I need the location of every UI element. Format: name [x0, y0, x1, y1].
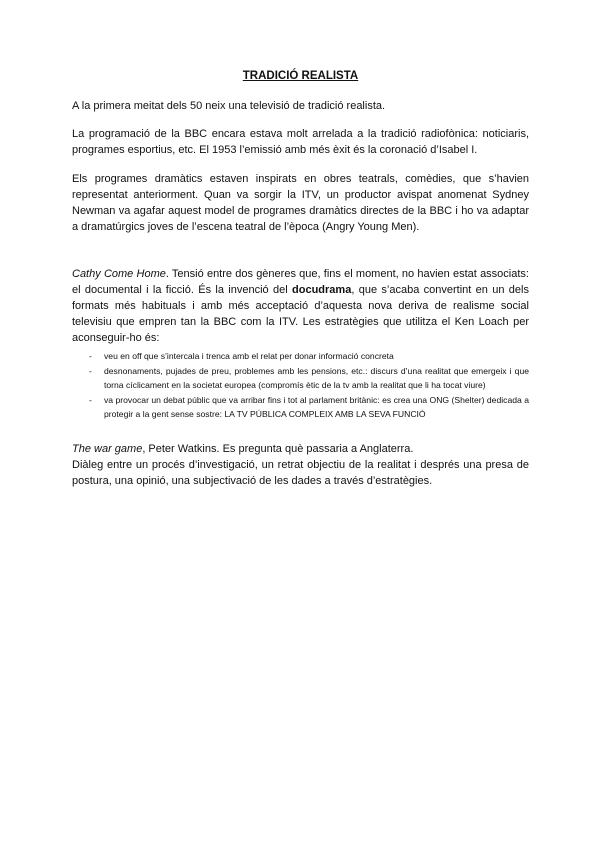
- paragraph-cathy: [72, 266, 529, 346]
- document-body: [72, 68, 529, 489]
- strategy-text: veu en off que s’intercala i trenca amb el relat per donar informació concreta: [104, 351, 394, 361]
- docudrama-term: docudrama: [292, 284, 352, 296]
- paragraph-dialog: Diàleg entre un procés d’investigació, un retrat objectiu de la realitat i després una presa de postura, una opinió, una subjectivació de les dades a través d’estratègies.: [72, 459, 529, 487]
- cathy-text-a: . Tensió entre dos gèneres que, fins el moment, no havien estat associats: el documental i la ficció. És la invenció del: [72, 268, 529, 296]
- paragraph-intro: A la primera meitat dels 50 neix una televisió de tradició realista.: [72, 100, 386, 112]
- bullet-dash: -: [89, 366, 92, 376]
- war-game-text: , Peter Watkins. Es pregunta què passaria a Anglaterra.: [142, 443, 414, 455]
- bullet-dash: -: [89, 395, 92, 405]
- cathy-title: Cathy Come Home: [72, 268, 166, 280]
- strategy-text: va provocar un debat públic que va arribar fins i tot al parlament britànic: es crea una ONG (Shelter) dedicada a protegir a la gent sense sostre: LA TV PÚBLICA COMPLEIX AMB LA SEVA FUNCIÓ: [104, 395, 529, 419]
- strategy-text: desnonaments, pujades de preu, problemes amb les pensions, etc.: discurs d’una realitat que emergeix i que torna cíclicament en la societat europea (compromís ètic de la tv amb la realitat que li ha tocat viure): [104, 366, 529, 390]
- paragraph-bbc: La programació de la BBC encara estava molt arrelada a la tradició radiofònica: noticiaris, programes esportius, etc. El 1953 l’emissió amb més èxit és la coronació d’Isabel I.: [72, 128, 529, 156]
- paragraph-dramatics: Els programes dramàtics estaven inspirats en obres teatrals, comèdies, que s’havien representat anteriorment. Quan va sorgir la ITV, un productor avispat anomenat Sydney Newman va agafar aquest model de programes dramàtics directes de la BBC i ho va adaptar a dramatúrgics joves de l’escena teatral de l’època (Angry Young Men).: [72, 173, 529, 233]
- strategies-list: [72, 349, 529, 421]
- list-item: [89, 364, 529, 392]
- page-title: TRADICIÓ REALISTA: [242, 70, 359, 82]
- list-item: [89, 349, 529, 363]
- war-game-title: The war game: [72, 443, 143, 455]
- list-item: [89, 393, 529, 421]
- bullet-dash: -: [89, 351, 92, 361]
- cathy-text-b: , que s’acaba convertint en un dels formats més habituals i amb més acceptació d’aquesta nova deriva de realisme social televisiu que empren tan la BBC com la ITV. Les estratègies que utilitza el Ken Loach per aconseguir-ho és:: [72, 284, 529, 344]
- war-game-section: [72, 441, 529, 489]
- paragraph-war-game: [72, 441, 529, 457]
